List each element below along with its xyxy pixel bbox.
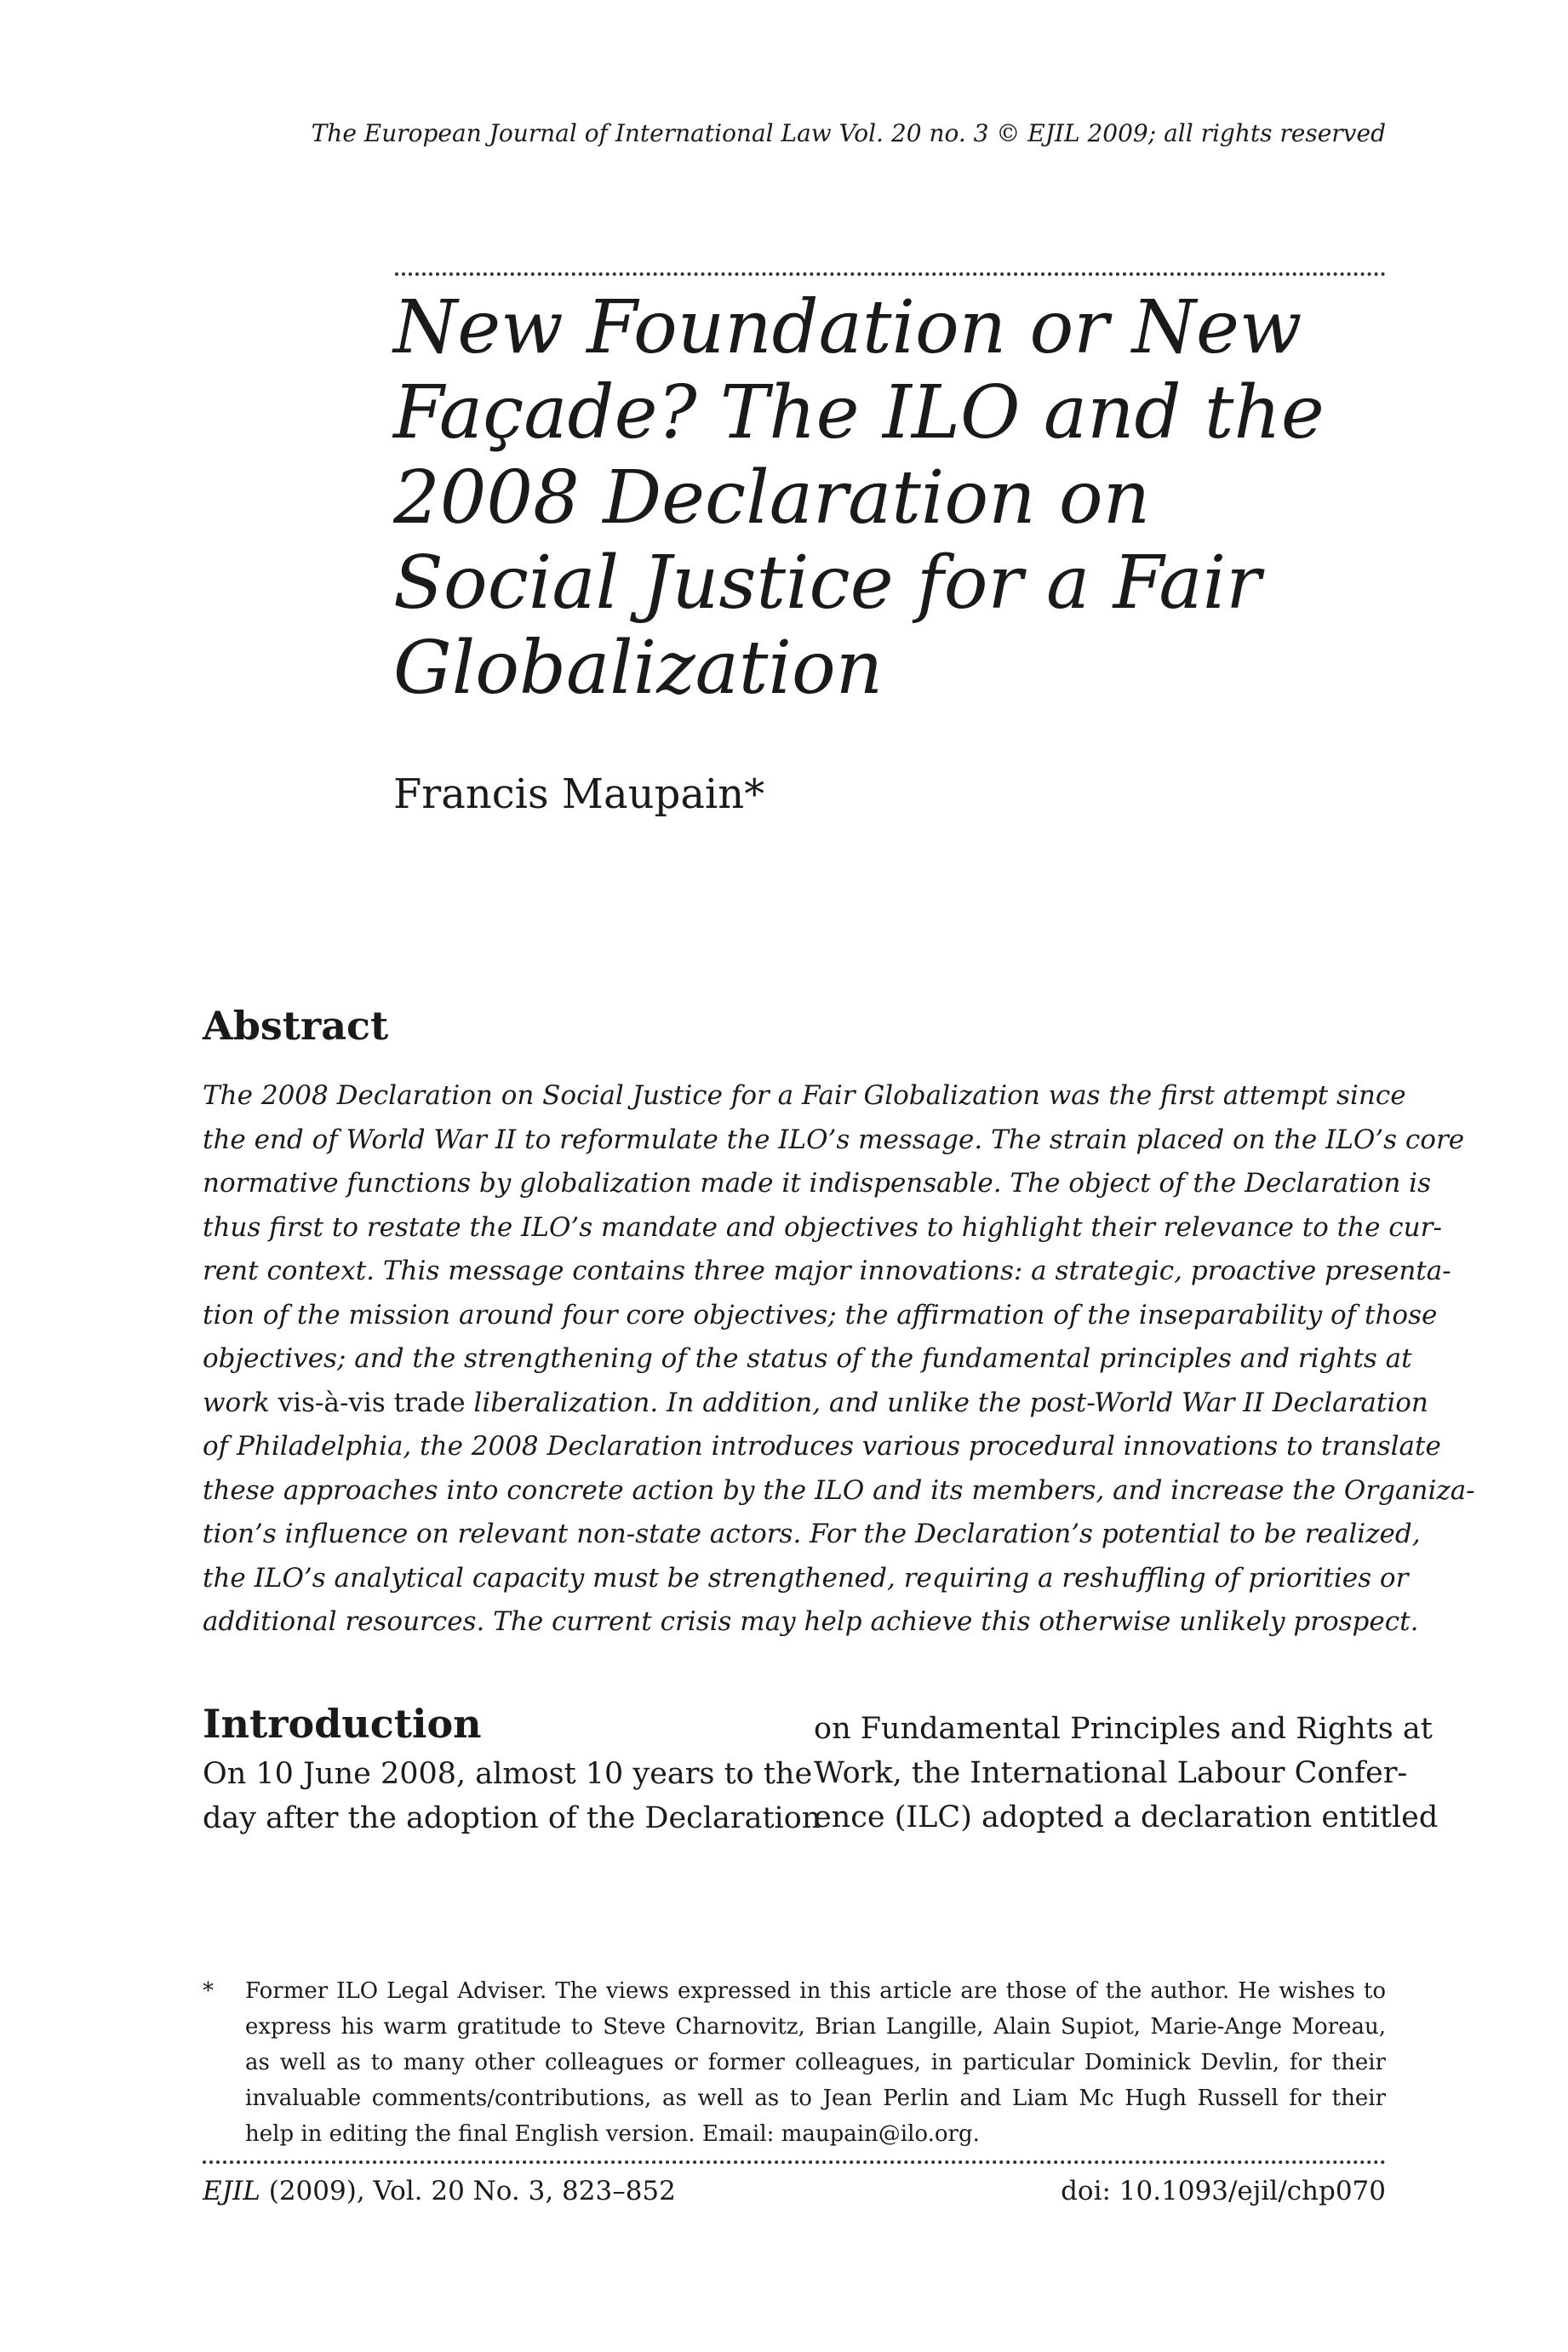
abstract-line: tion of the mission around four core objectives; the affirmation of the inseparability of those (203, 1299, 1438, 1331)
abstract-line: thus first to restate the ILO’s mandate and objectives to highlight their relevance to the cur- (203, 1211, 1442, 1243)
footnote-mark: * (203, 1978, 214, 2004)
abstract-line: rent context. This message contains three major innovations: a strategic, proactive presenta- (203, 1256, 1451, 1286)
title-line: Social Justice for a Fair (393, 541, 1262, 626)
abstract-heading: Abstract (203, 1003, 389, 1049)
author-footnote (203, 1973, 1386, 2152)
abstract-body (203, 1074, 1475, 1645)
author-name: Francis Maupain* (393, 770, 765, 818)
title-line: 2008 Declaration on (393, 455, 1151, 541)
abstract-line (203, 1382, 1428, 1426)
introduction-left-column (203, 1752, 821, 1840)
footer-doi: doi: 10.1093/ejil/chp070 (1061, 2176, 1386, 2206)
abstract-line: the end of World War II to reformulate the ILO’s message. The strain placed on the ILO’s core (203, 1124, 1465, 1155)
running-head: The European Journal of International Law Vol. 20 no. 3 © EJIL 2009; all rights reserved (311, 119, 1386, 147)
citation-details: (2009), Vol. 20 No. 3, 823–852 (260, 2176, 676, 2206)
title-line: Façade? The ILO and the (393, 370, 1325, 455)
abstract-line: the ILO’s analytical capacity must be strengthened, requiring a reshuffling of priorities or (203, 1562, 1409, 1594)
footnote-line: Former ILO Legal Adviser. The views expressed in this article are those of the author. He wishes to (245, 1978, 1386, 2004)
introduction-right-column (814, 1707, 1439, 1840)
title-line: Globalization (393, 626, 884, 711)
abstract-line: The 2008 Declaration on Social Justice for a Fair Globalization was the first attempt since (203, 1080, 1406, 1111)
footer-citation (203, 2176, 676, 2206)
body-line: Work, the International Labour Confer- (814, 1756, 1408, 1790)
abstract-line: objectives; and the strengthening of the status of the fundamental principles and rights at (203, 1343, 1412, 1374)
abstract-upright-phrase: vis-à-vis trade (278, 1387, 466, 1418)
footnote-line: invaluable comments/contributions, as well as to Jean Perlin and Liam Mc Hugh Russell for their (245, 2086, 1386, 2111)
article-title (393, 285, 1398, 711)
introduction-heading: Introduction (203, 1701, 482, 1747)
title-top-rule (395, 272, 1386, 276)
abstract-line: additional resources. The current crisis may help achieve this otherwise unlikely prospect. (203, 1606, 1419, 1637)
abstract-text: work (203, 1387, 278, 1418)
footnote-line: as well as to many other colleagues or former colleagues, in particular Dominick Devlin, for their (245, 2050, 1386, 2075)
body-line: day after the adoption of the Declaration (203, 1801, 821, 1835)
body-line: on Fundamental Principles and Rights at (814, 1712, 1433, 1746)
body-line: ence (ILC) adopted a declaration entitled (814, 1800, 1439, 1834)
footnote-text (245, 1973, 1386, 2152)
journal-abbrev: EJIL (203, 2176, 260, 2206)
body-line: On 10 June 2008, almost 10 years to the (203, 1757, 813, 1791)
footer-rule (203, 2160, 1386, 2164)
abstract-line: these approaches into concrete action by the ILO and its members, and increase the Organiza- (203, 1474, 1475, 1506)
abstract-line: normative functions by globalization made it indispensable. The object of the Declaration is (203, 1168, 1431, 1199)
abstract-line: of Philadelphia, the 2008 Declaration introduces various procedural innovations to translate (203, 1431, 1441, 1462)
abstract-text: liberalization. In addition, and unlike the post-World War II Declaration (465, 1387, 1428, 1418)
abstract-line: tion’s influence on relevant non-state actors. For the Declaration’s potential to be realized, (203, 1519, 1421, 1549)
footnote-line: express his warm gratitude to Steve Charnovitz, Brian Langille, Alain Supiot, Marie-Ange Moreau, (245, 2014, 1386, 2040)
title-line: New Foundation or New (393, 285, 1302, 370)
footnote-line: help in editing the final English version. Email: maupain@ilo.org. (245, 2121, 980, 2147)
